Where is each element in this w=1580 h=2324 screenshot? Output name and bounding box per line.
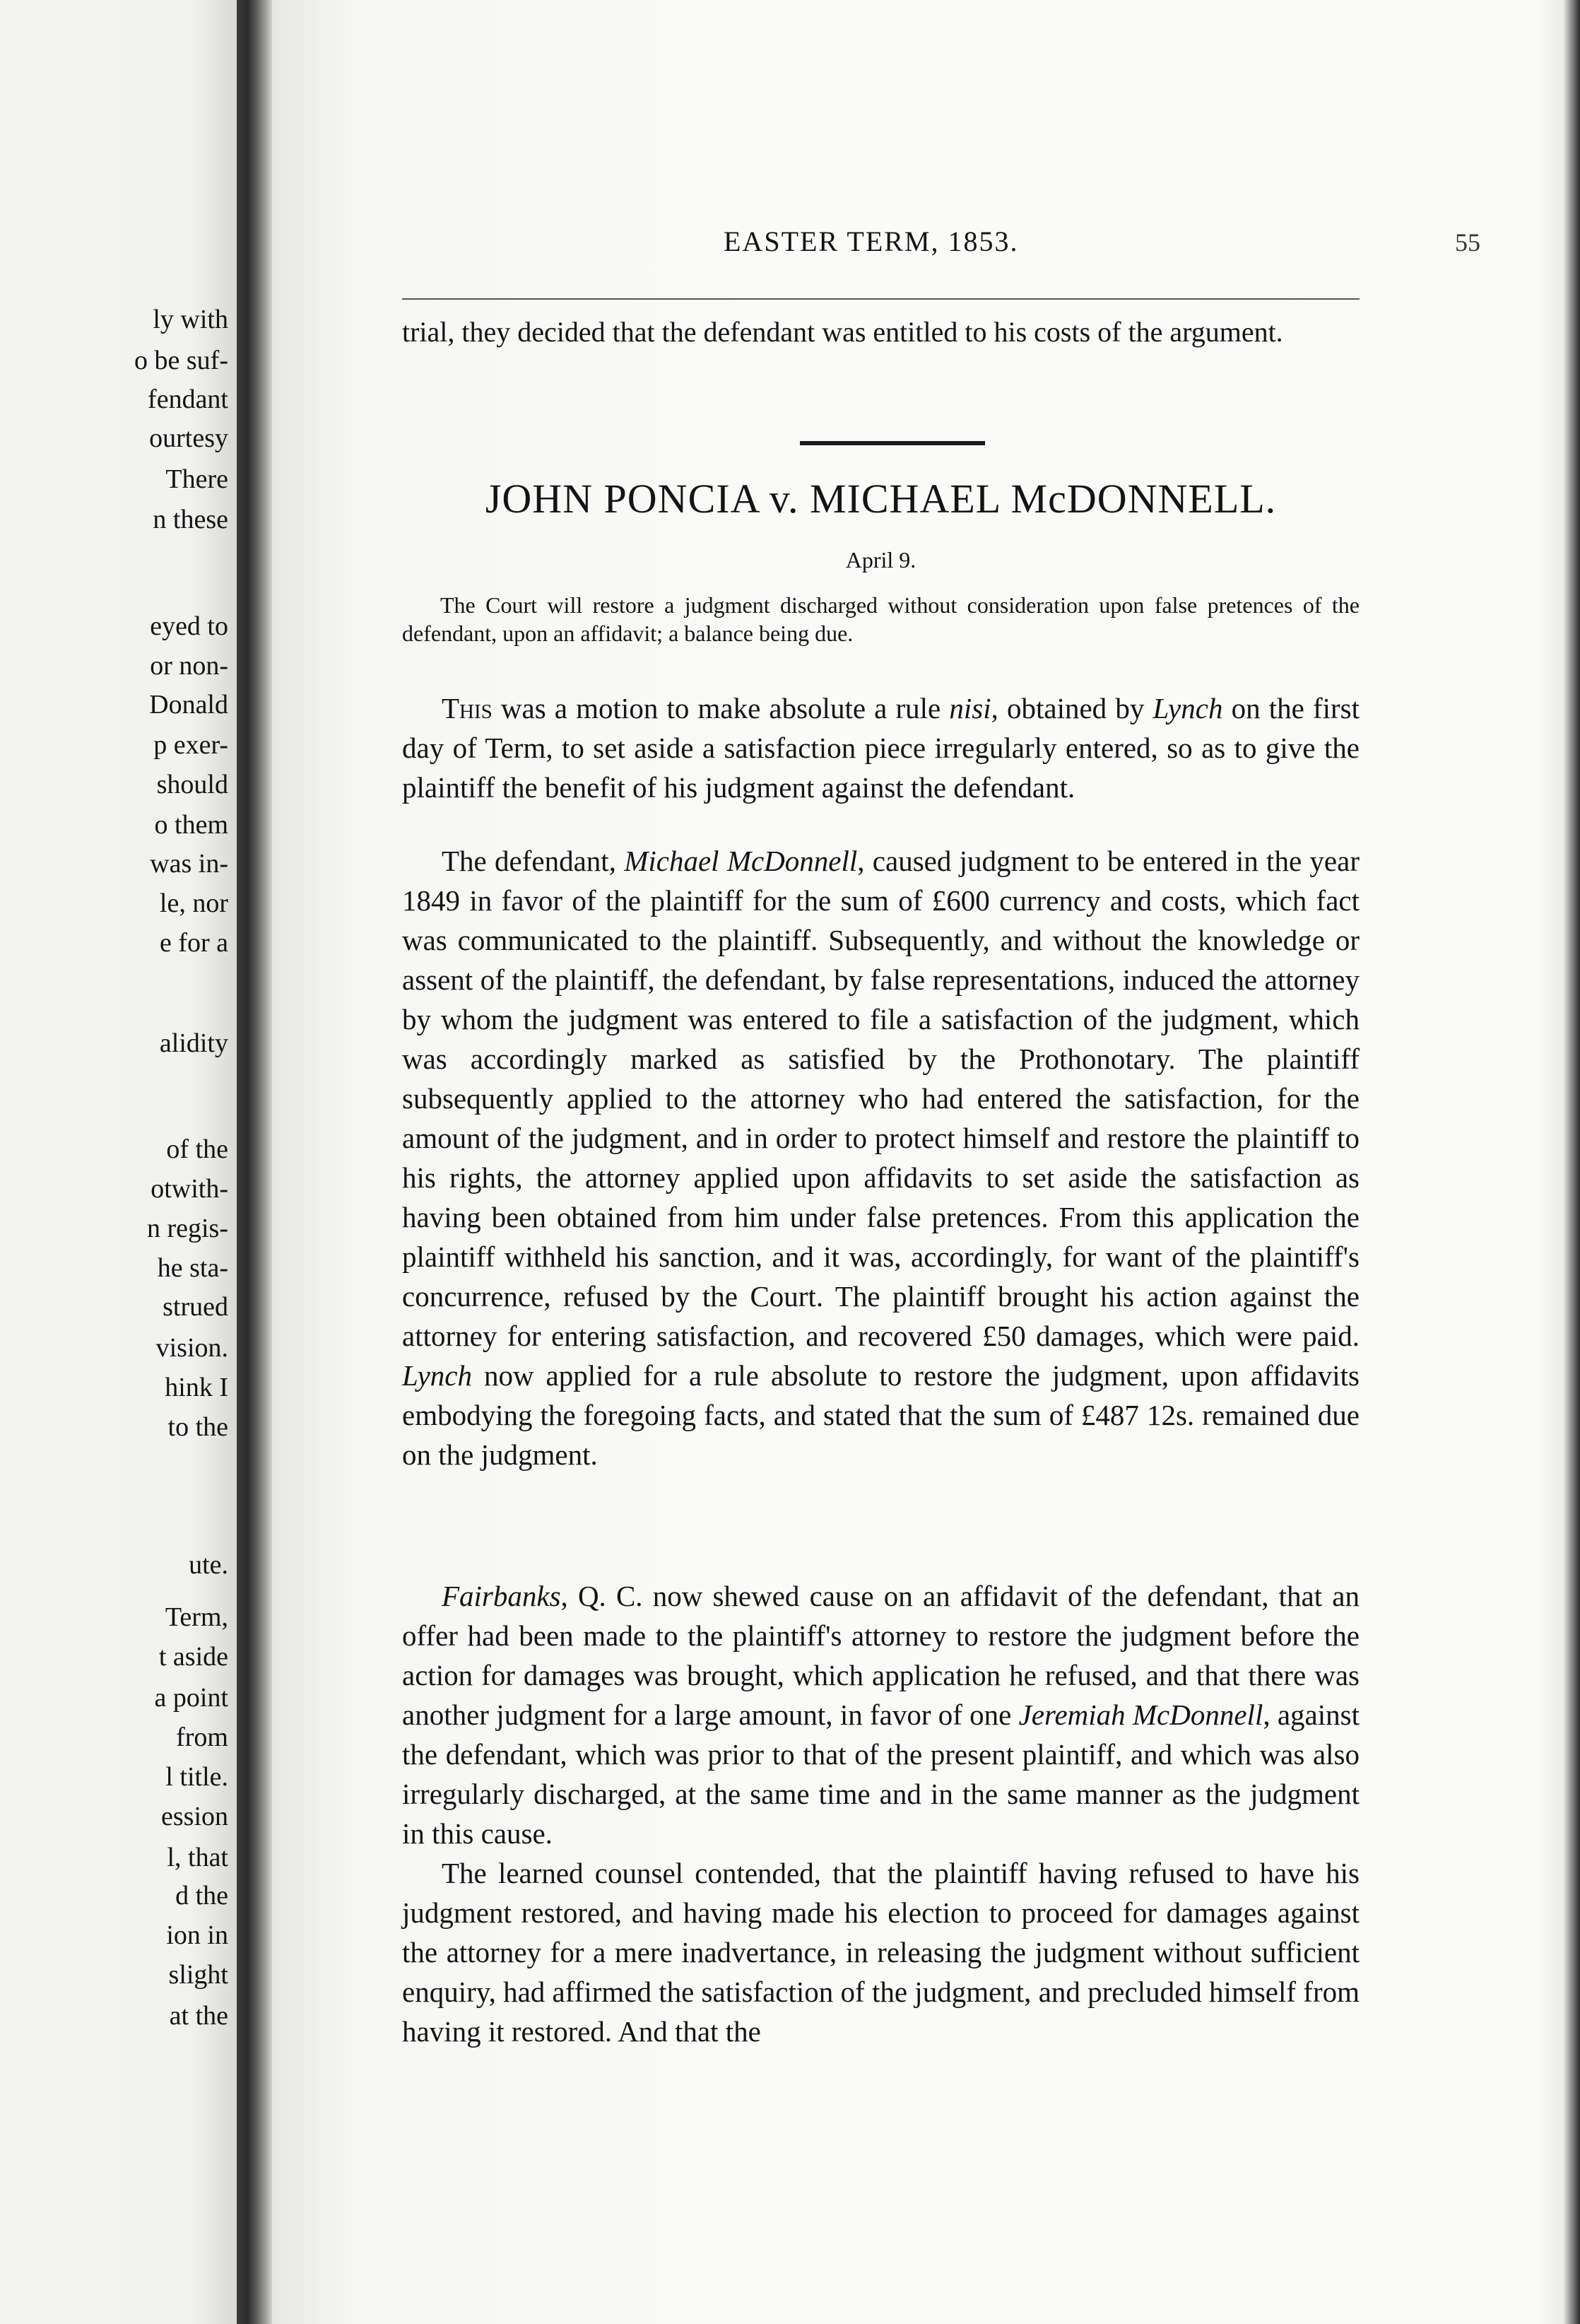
facing-page-line: eyed to	[150, 611, 228, 641]
continuation-text: trial, they decided that the defendant was entitled to his costs of the argument.	[402, 316, 1283, 348]
facing-page-line: hink I	[165, 1373, 228, 1402]
paragraph-motion	[402, 688, 1360, 807]
facing-page-line: n regis-	[146, 1214, 228, 1243]
text-run: The defendant,	[442, 845, 625, 877]
facing-page-line: ourtesy	[149, 423, 228, 453]
facing-page-line: Donald	[149, 690, 228, 720]
facing-page-line: strued	[163, 1292, 228, 1322]
text-run: was a motion to make absolute a rule	[492, 692, 950, 724]
case-date: April 9.	[845, 547, 916, 573]
paragraph-facts	[402, 841, 1360, 1474]
facing-page-line: Term,	[165, 1602, 228, 1632]
running-title: EASTER TERM, 1853.	[724, 225, 1019, 257]
facing-page-line: he sta-	[157, 1253, 228, 1283]
header-rule	[402, 298, 1360, 300]
counsel-name: Lynch	[402, 1359, 472, 1392]
counsel-name: Lynch	[1152, 692, 1223, 724]
facing-page-line: le, nor	[159, 888, 228, 918]
text-run: , Q. C. now shewed cause on an affidavit of the defendant, that an offer had been made to the plaintiff's attorney to restore the judgment before the action for damages was brought, which application he refused, and that there was another judgment for a large amount, in favor of one	[402, 1580, 1360, 1731]
facing-page-line: fendant	[148, 385, 228, 414]
paragraph-cause-shown	[402, 1576, 1360, 1853]
facing-page-line: ly with	[153, 305, 228, 334]
facing-page-line: ession	[161, 1802, 228, 1831]
text-run: , obtained by	[991, 692, 1153, 724]
text-run: now applied for a rule absolute to restore the judgment, upon affidavits embodying the foregoing facts, and stated that the sum of £487 12s. remained due on the judgment.	[402, 1359, 1360, 1471]
facing-page-line: n these	[153, 505, 228, 534]
counsel-name: Fairbanks	[442, 1580, 561, 1612]
page-number: 55	[1455, 228, 1480, 257]
facing-page-line: t aside	[158, 1642, 228, 1672]
facing-page-line: ute.	[189, 1550, 228, 1580]
party-name: Jeremiah McDonnell	[1018, 1698, 1263, 1731]
headnote: The Court will restore a judgment discharged without consideration upon false pretences of the defendant, upon an affidavit; a balance being due.	[402, 592, 1360, 646]
facing-page-line: l, that	[167, 1843, 228, 1872]
facing-page-line: from	[176, 1723, 228, 1752]
page	[272, 0, 1580, 2324]
facing-page-line: of the	[166, 1134, 228, 1164]
text-run: on the first day of Term, to set aside a satisfaction piece irregularly entered, so as to give the plaintiff the benefit of his judgment against the defendant.	[402, 692, 1360, 804]
facing-page-line: otwith-	[151, 1174, 228, 1204]
facing-page-line: p exer-	[153, 730, 228, 760]
facing-page-line: was in-	[150, 849, 228, 879]
facing-page-line: o them	[154, 810, 228, 840]
facing-page-line: ion in	[166, 1920, 228, 1950]
text-run: , caused judgment to be entered in the year 1849 in favor of the plaintiff for the sum of £600 currency and costs, which fact was communicated to the plaintiff. Subsequently, and without the knowledge or assent of the plaintiff, the defendant, by false representations, induced the attorney by whom the judgment was entered to file a satisfaction of the judgment, which was accordingly marked as satisfied by the Prothonotary. The plaintiff subsequently applied to the attorney who had entered the satisfaction, for the amount of the judgment, and in order to protect himself and restore the plaintiff to his rights, the attorney applied upon affidavits to set aside the satisfaction as having been obtained from him under false pretences. From this application the plaintiff withheld his sanction, and it was, accordingly, for want of the plaintiff's concurrence, refused by the Court. The plaintiff brought his action against the attorney for entering satisfaction, and recovered £50 damages, which were paid.	[402, 845, 1360, 1352]
facing-page-line: There	[165, 464, 228, 494]
facing-page-line: to the	[167, 1412, 228, 1442]
facing-page-line: should	[156, 770, 228, 799]
running-head	[402, 225, 1480, 267]
facing-page-line: or non-	[150, 651, 228, 681]
facing-page-line: at the	[169, 2001, 228, 2031]
facing-page-line: o be suf-	[134, 346, 228, 375]
book-gutter	[237, 0, 272, 2324]
facing-page-line: e for a	[159, 928, 228, 958]
facing-page-line: slight	[168, 1960, 228, 1990]
facing-page-line: a point	[154, 1683, 228, 1713]
paragraph-argument: The learned counsel contended, that the plaintiff having refused to have his judgment restored, and having made his election to proceed for damages against the attorney for a mere inadvertance, in releasing the judgment without sufficient enquiry, had affirmed the satisfaction of the judgment, and precluded himself from having it restored. And that the	[402, 1857, 1360, 2048]
title-rule	[800, 441, 985, 445]
facing-page-line: alidity	[159, 1028, 228, 1058]
text-run: , against the defendant, which was prior to that of the present plaintiff, and which was also irregularly discharged, at the same time and in the same manner as the judgment in this cause.	[402, 1698, 1360, 1850]
italic-term: nisi	[949, 692, 991, 724]
facing-page-line: l title.	[165, 1762, 228, 1792]
facing-page	[0, 0, 237, 2324]
facing-page-line: vision.	[155, 1333, 228, 1363]
lead-word: This	[442, 692, 493, 724]
facing-page-line: d the	[175, 1881, 228, 1911]
case-title: JOHN PONCIA v. MICHAEL McDONNELL.	[485, 476, 1277, 522]
page-edge	[1538, 0, 1580, 2324]
party-name: Michael McDonnell	[624, 845, 858, 877]
